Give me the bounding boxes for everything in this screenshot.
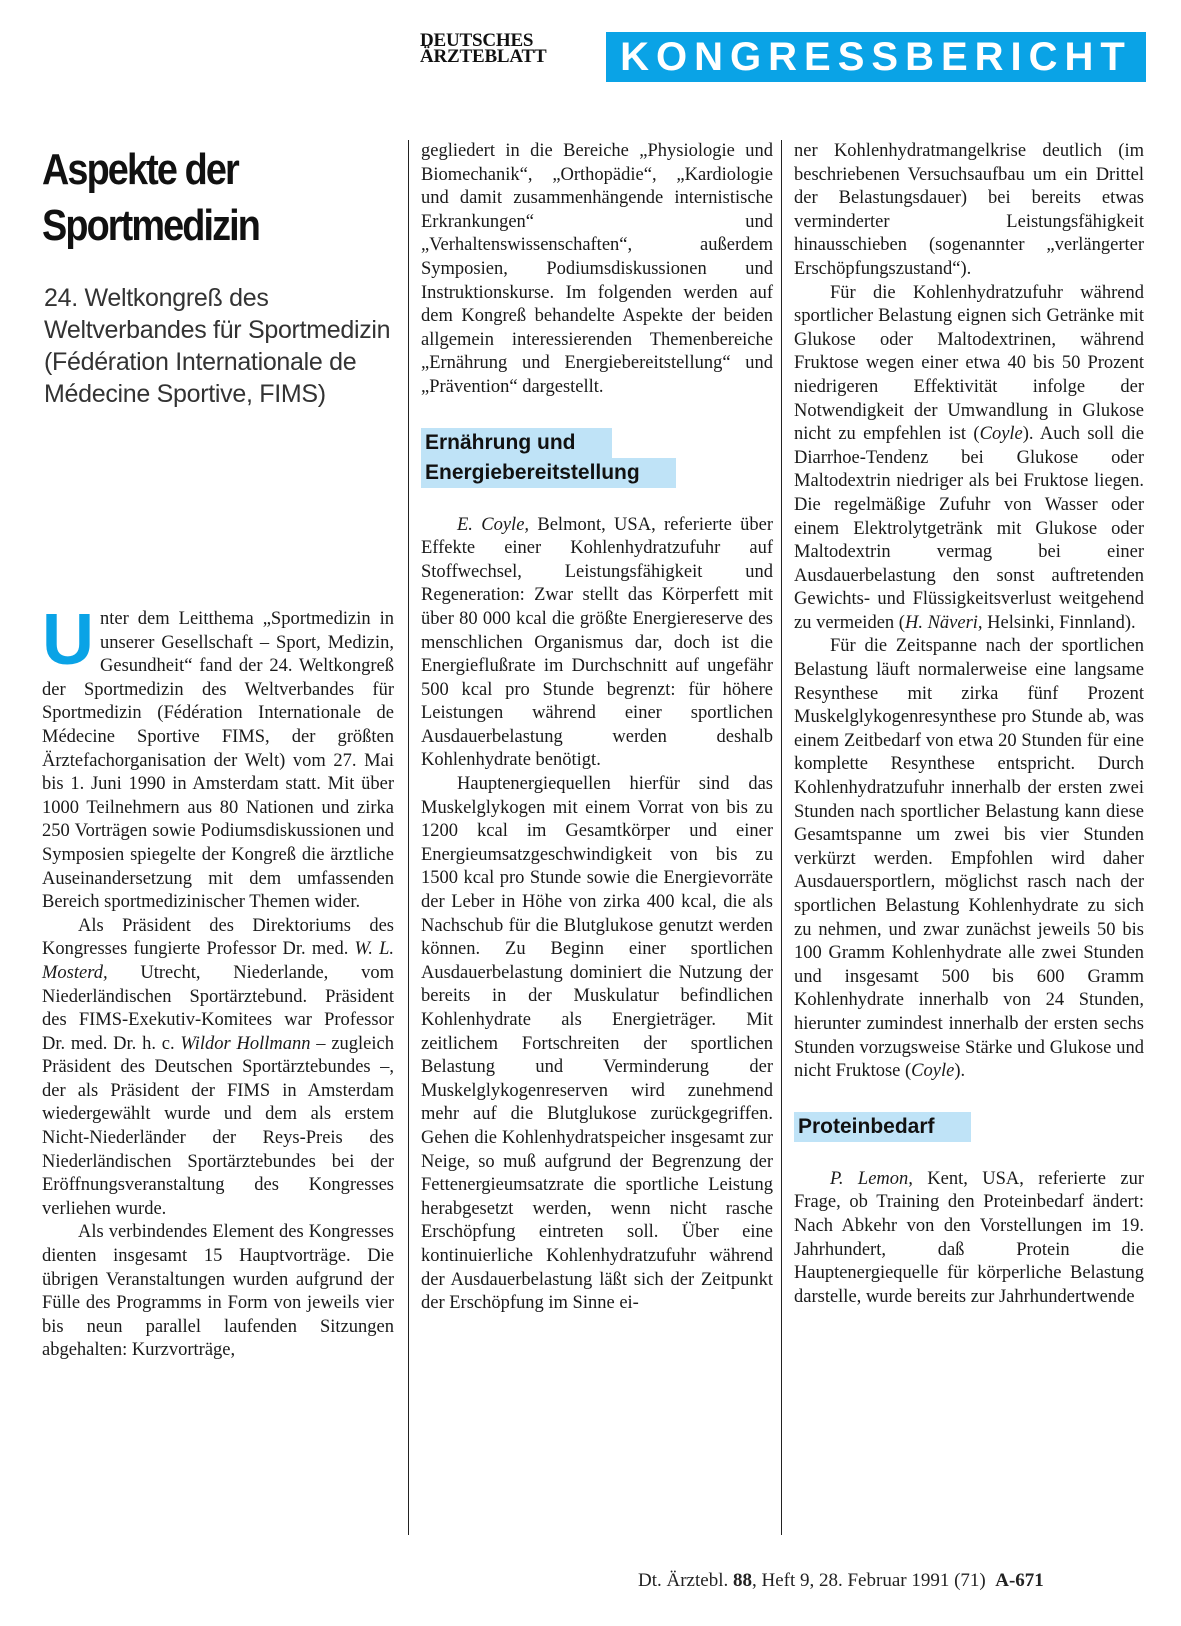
paragraph: ner Kohlenhydratmangelkrise deutlich (im beschriebenen Versuchsaufbau um ein Drittel der Belastungsdauer) bei bereits etwas verminderter Leistungsfähigkeit hinausschieben (sogenannter „verlängerter Erschöpfungszustand“). — [794, 141, 1144, 279]
paragraph: Als verbindendes Element des Kongresses dienten insgesamt 15 Hauptvorträge. Die übrigen Veranstaltungen wurden aufgrund der Fülle des Programms in Form von jeweils vier bis neun parallel laufenden Sitzungen abgehalten: Kurzvorträge, — [42, 1222, 394, 1361]
column-divider — [408, 140, 409, 1535]
intro-paragraph: Unter dem Leitthema „Sportmedizin in unserer Gesellschaft – Sport, Medizin, Gesundheit“ fand der 24. Weltkongreß der Sportmedizin des Weltverbandes für Sportmedizin (Fédération Internationale de Médecine Sportive FIMS, der größten Ärztefachorganisation der Welt) vom 27. Mai bis 1. Juni 1990 in Amsterdam statt. Mit über 1000 Teilnehmern aus 80 Nationen und zirka 250 Vorträgen sowie Podiumsdiskussionen und Symposien spiegelte der Kongreß die ärztliche Auseinandersetzung mit dem umfassenden Bereich sportmedizinischer Themen wider. — [42, 600, 394, 913]
paragraph: Für die Zeitspanne nach der sportlichen Belastung läuft normalerweise eine langsame Resynthese mit zirka fünf Prozent Muskelglykogenresynthese pro Stunde ab, was einem Zeitbedarf von etwa 20 Stunden für eine komplette Resynthese entspricht. Durch Kohlenhydratzufuhr innerhalb der ersten zwei Stunden nach sportlicher Belastung kann diese Gesamtspanne um zwei bis vier Stunden verkürzt werden. Empfohlen wird daher Ausdauersportlern, möglichst rasch nach der sportlichen Belastung Kohlenhydrate zu sich zu nehmen, und zwar zunächst jeweils 50 bis 100 Gramm Kohlenhydrate alle zwei Stunden und insgesamt 500 bis 600 Gramm Kohlenhydrate innerhalb von 24 Stunden, hierunter zumindest innerhalb der ersten sechs Stunden vorzugsweise Stärke und Glukose und nicht Fruktose (Coyle). — [794, 636, 1144, 1082]
person-name: P. Lemon, — [830, 1168, 913, 1189]
page-footer — [638, 1570, 1044, 1592]
masthead-logo — [420, 30, 600, 67]
paragraph: P. Lemon, Kent, USA, referierte zur Frage, ob Training den Proteinbedarf ändert: Nach Abkehr von den Vorstellungen im 19. Jahrhundert, daß Protein die Hauptenergiequelle für körperliche Belastung darstelle, wurde bereits zur Jahrhundertwende — [794, 1168, 1145, 1307]
section-heading-line: Proteinbedarf — [794, 1112, 971, 1142]
paragraph: Als Präsident des Direktoriums des Kongresses fungierte Professor Dr. med. W. L. Mosterd, Utrecht, Niederlande, vom Niederländischen Sportärztebund. Präsident des FIMS-Exekutiv-Komitees war Professor Dr. med. Dr. h. c. Wildor Hollmann – zugleich Präsident des Deutschen Sportärztebundes –, der als Präsident der FIMS in Amsterdam wiedergewählt wurde und dem als erstem Nicht-Niederländer der Reys-Preis des Niederländischen Sportärztebundes bei der Eröffnungsveranstaltung des Kongresses verliehen wurde. — [42, 915, 394, 1219]
person-name: H. Näveri, — [904, 612, 983, 633]
section-heading-nutrition — [421, 428, 773, 488]
person-name: Wildor Hollmann — [180, 1033, 311, 1054]
issue-info: , Heft 9, 28. Februar 1991 (71) — [751, 1570, 986, 1591]
column-3 — [794, 140, 1144, 1309]
person-name: Coyle — [979, 424, 1023, 445]
masthead-line2: ÄRZTEBLATT — [420, 46, 547, 67]
paragraph: gegliedert in die Bereiche „Physiologie und Biomechanik“, „Orthopädie“, „Kardiologie und damit zusammenhängende internistische Erkrankungen“ und „Verhaltenswissenschaften“, außerdem Symposien, Podiumsdiskussionen und Instruktionskurse. Im folgenden werden auf dem Kongreß behandelte Aspekte der beiden allgemein interessierenden Themenbereiche „Ernährung und Energiebereitstellung“ und „Prävention“ dargestellt. — [421, 141, 773, 397]
article-title: Aspekte der Sportmedizin — [42, 145, 259, 250]
paragraph: Für die Kohlenhydratzufuhr während sportlicher Belastung eignen sich Getränke mit Glukose oder Maltodextrinen, während Fruktose wegen einer etwa 40 bis 50 Prozent niedrigeren Effektivität infolge der Notwendigkeit der Umwandlung in Glukose nicht zu empfehlen ist (Coyle). Auch soll die Diarrhoe-Tendenz bei Glukose oder Maltodextrin niedriger als bei Fruktose liegen. Die regelmäßige Zufuhr von Wasser oder einem Elektrolytgetränk mit Glukose oder Maltodextrin vermag bei einer Ausdauerbelastung den sonst auftretenden Gewichts- und Flüssigkeitsverlust weitgehend zu vermeiden (H. Näveri, Helsinki, Finnland). — [794, 282, 1145, 633]
volume-number: 88 — [732, 1570, 752, 1591]
section-heading-line: Ernährung und — [421, 428, 612, 458]
paragraph: E. Coyle, Belmont, USA, referierte über Effekte einer Kohlenhydratzufuhr auf Stoffwechsel, Leistungsfähigkeit und Regeneration: Zwar stellt das Körperfett mit über 80 000 kcal die größte Energiereserve des menschlichen Organismus dar, doch ist die Energieflußrate im Durchschnitt auf ungefähr 500 kcal pro Stunde begrenzt: für höhere Leistungen während einer sportlichen Ausdauerbelastung werden deshalb Kohlenhydrate benötigt. — [421, 514, 774, 771]
page-number: A-671 — [995, 1570, 1044, 1591]
column-divider — [781, 140, 782, 1535]
column-2 — [421, 140, 773, 1316]
column-1 — [42, 600, 394, 1363]
section-heading-protein — [794, 1112, 1144, 1142]
section-heading-line: Energiebereitstellung — [421, 458, 676, 488]
person-name: W. L. Mosterd, — [42, 939, 394, 983]
person-name: E. Coyle, — [457, 514, 530, 535]
section-label-banner: KONGRESSBERICHT — [606, 32, 1146, 82]
person-name: Coyle — [911, 1061, 955, 1082]
journal-name: Dt. Ärztebl. — [638, 1570, 729, 1591]
drop-cap: U — [42, 600, 94, 680]
masthead-line1: DEUTSCHES — [420, 30, 534, 51]
paragraph: Hauptenergiequellen hierfür sind das Muskelglykogen mit einem Vorrat von bis zu 1200 kcal im Gesamtkörper und einer Energieumsatzgeschwindigkeit von bis zu 1500 kcal pro Stunde sowie die Energievorräte der Leber in Höhe von zirka 400 kcal, die als Nachschub für die Blutglukose genutzt werden können. Zu Beginn einer sportlichen Ausdauerbelastung dominiert die Nutzung der bereits in der Muskulatur befindlichen Kohlenhydrate als Energieträger. Mit zeitlichem Fortschreiten der sportlichen Belastung und Verminderung der Muskelglykogenreserven wird zunehmend mehr auf die Blutglukose zurückgegriffen. Gehen die Kohlenhydratspeicher insgesamt zur Neige, so muß aufgrund der Begrenzung der Fettenergieumsatzrate die sportliche Leistung herabgesetzt werden, wenn nicht rasche Erschöpfung eintreten soll. Über eine kontinuierliche Kohlenhydratzufuhr während der Ausdauerbelastung läßt sich der Zeitpunkt der Erschöpfung im Sinne ei- — [421, 774, 773, 1314]
article-subtitle: 24. Weltkongreß des Weltverbandes für Sportmedizin (Fédération Internationale de Médecine Sportive, FIMS) — [44, 284, 391, 408]
